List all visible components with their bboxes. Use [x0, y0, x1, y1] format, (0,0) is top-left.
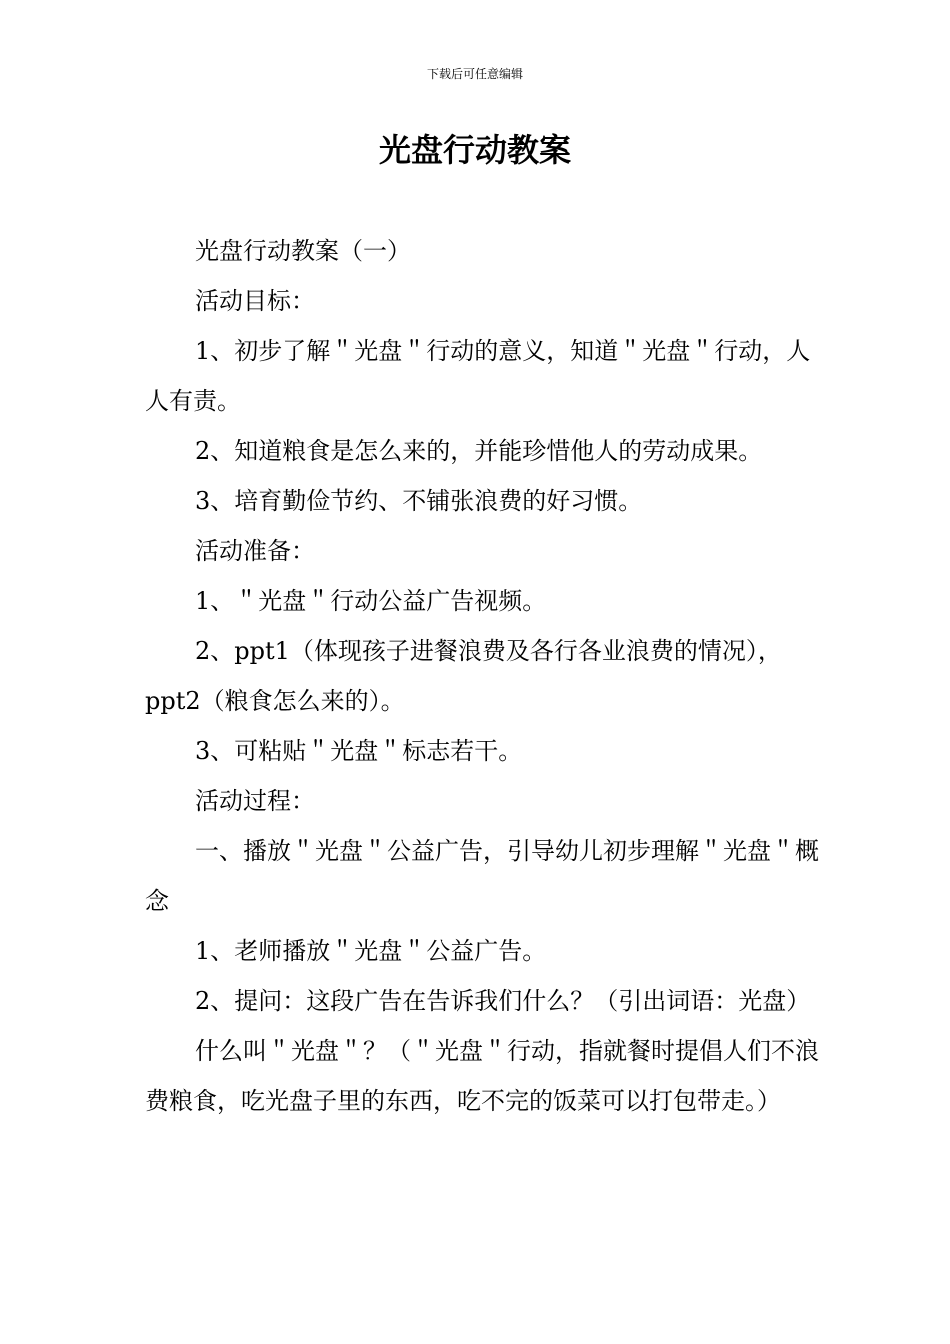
paragraph-process-item-1: 1、老师播放＂光盘＂公益广告。 — [195, 937, 547, 965]
paragraph-process-step-1: 一、播放＂光盘＂公益广告，引导幼儿初步理解＂光盘＂概念 — [145, 837, 819, 915]
header-note: 下载后可任意编辑 — [426, 67, 523, 81]
paragraph-process-item-2: 2、提问：这段广告在告诉我们什么？（引出词语：光盘） — [195, 987, 811, 1015]
paragraph-goals-heading: 活动目标： — [195, 287, 315, 315]
paragraph-preparation-heading: 活动准备： — [195, 537, 315, 565]
paragraph-preparation-3: 3、可粘贴＂光盘＂标志若干。 — [195, 737, 523, 765]
paragraph-preparation-1: 1、＂光盘＂行动公益广告视频。 — [195, 587, 547, 615]
paragraph-goal-3: 3、培育勤俭节约、不铺张浪费的好习惯。 — [195, 487, 643, 515]
paragraph-definition: 什么叫＂光盘＂？（＂光盘＂行动，指就餐时提倡人们不浪费粮食，吃光盘子里的东西，吃不完的饭菜可以打包带走。） — [145, 1037, 819, 1115]
paragraph-process-heading: 活动过程： — [195, 787, 315, 815]
paragraph-goal-2: 2、知道粮食是怎么来的，并能珍惜他人的劳动成果。 — [195, 437, 763, 465]
document-title: 光盘行动教案 — [378, 131, 571, 169]
document-body — [145, 226, 825, 1126]
paragraph-preparation-2: 2、ppt1（体现孩子进餐浪费及各行各业浪费的情况），ppt2（粮食怎么来的）。 — [145, 637, 782, 715]
paragraph-lesson-subtitle: 光盘行动教案（一） — [195, 237, 411, 265]
paragraph-goal-1: 1、初步了解＂光盘＂行动的意义，知道＂光盘＂行动，人人有责。 — [145, 337, 811, 415]
